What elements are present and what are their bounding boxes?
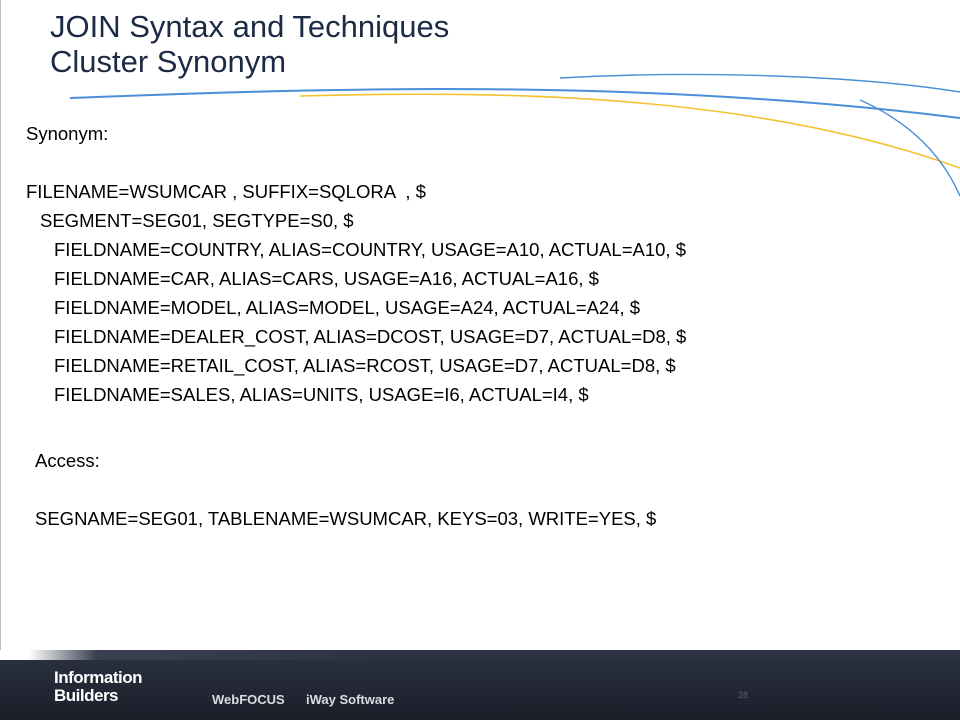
swoosh-blue-line-1 xyxy=(70,89,960,118)
segname-line: SEGNAME=SEG01, TABLENAME=WSUMCAR, KEYS=03, WRITE=YES, $ xyxy=(35,508,657,529)
slide-title-line-1: JOIN Syntax and Techniques xyxy=(50,9,450,44)
filename-line: FILENAME=WSUMCAR , SUFFIX=SQLORA , $ xyxy=(26,181,426,202)
fieldname-line: FIELDNAME=MODEL, ALIAS=MODEL, USAGE=A24, ACTUAL=A24, $ xyxy=(54,297,641,318)
swoosh-blue-line-2 xyxy=(560,74,960,92)
swoosh-blue-line-3 xyxy=(860,100,960,196)
footer-bar xyxy=(0,650,960,720)
fieldname-line: FIELDNAME=RETAIL_COST, ALIAS=RCOST, USAGE=D7, ACTUAL=D8, $ xyxy=(54,355,676,376)
information-builders-logo-line-1: Information xyxy=(54,668,142,687)
segment-line: SEGMENT=SEG01, SEGTYPE=S0, $ xyxy=(40,210,354,231)
fieldname-line: FIELDNAME=CAR, ALIAS=CARS, USAGE=A16, ACTUAL=A16, $ xyxy=(54,268,599,289)
fieldname-line: FIELDNAME=COUNTRY, ALIAS=COUNTRY, USAGE=A10, ACTUAL=A10, $ xyxy=(54,239,686,260)
webfocus-product-label: WebFOCUS xyxy=(212,692,285,707)
information-builders-logo-line-2: Builders xyxy=(54,686,119,705)
footer-top-strip xyxy=(0,650,960,660)
swoosh-gold-line xyxy=(300,94,960,168)
fieldname-line: FIELDNAME=DEALER_COST, ALIAS=DCOST, USAGE=D7, ACTUAL=D8, $ xyxy=(54,326,687,347)
fieldname-line: FIELDNAME=SALES, ALIAS=UNITS, USAGE=I6, ACTUAL=I4, $ xyxy=(54,384,589,405)
synonym-label: Synonym: xyxy=(26,123,109,144)
slide-title-line-2: Cluster Synonym xyxy=(50,44,287,79)
access-label: Access: xyxy=(35,450,100,471)
iway-software-product-label: iWay Software xyxy=(306,692,395,707)
page-number: 28 xyxy=(738,690,749,700)
